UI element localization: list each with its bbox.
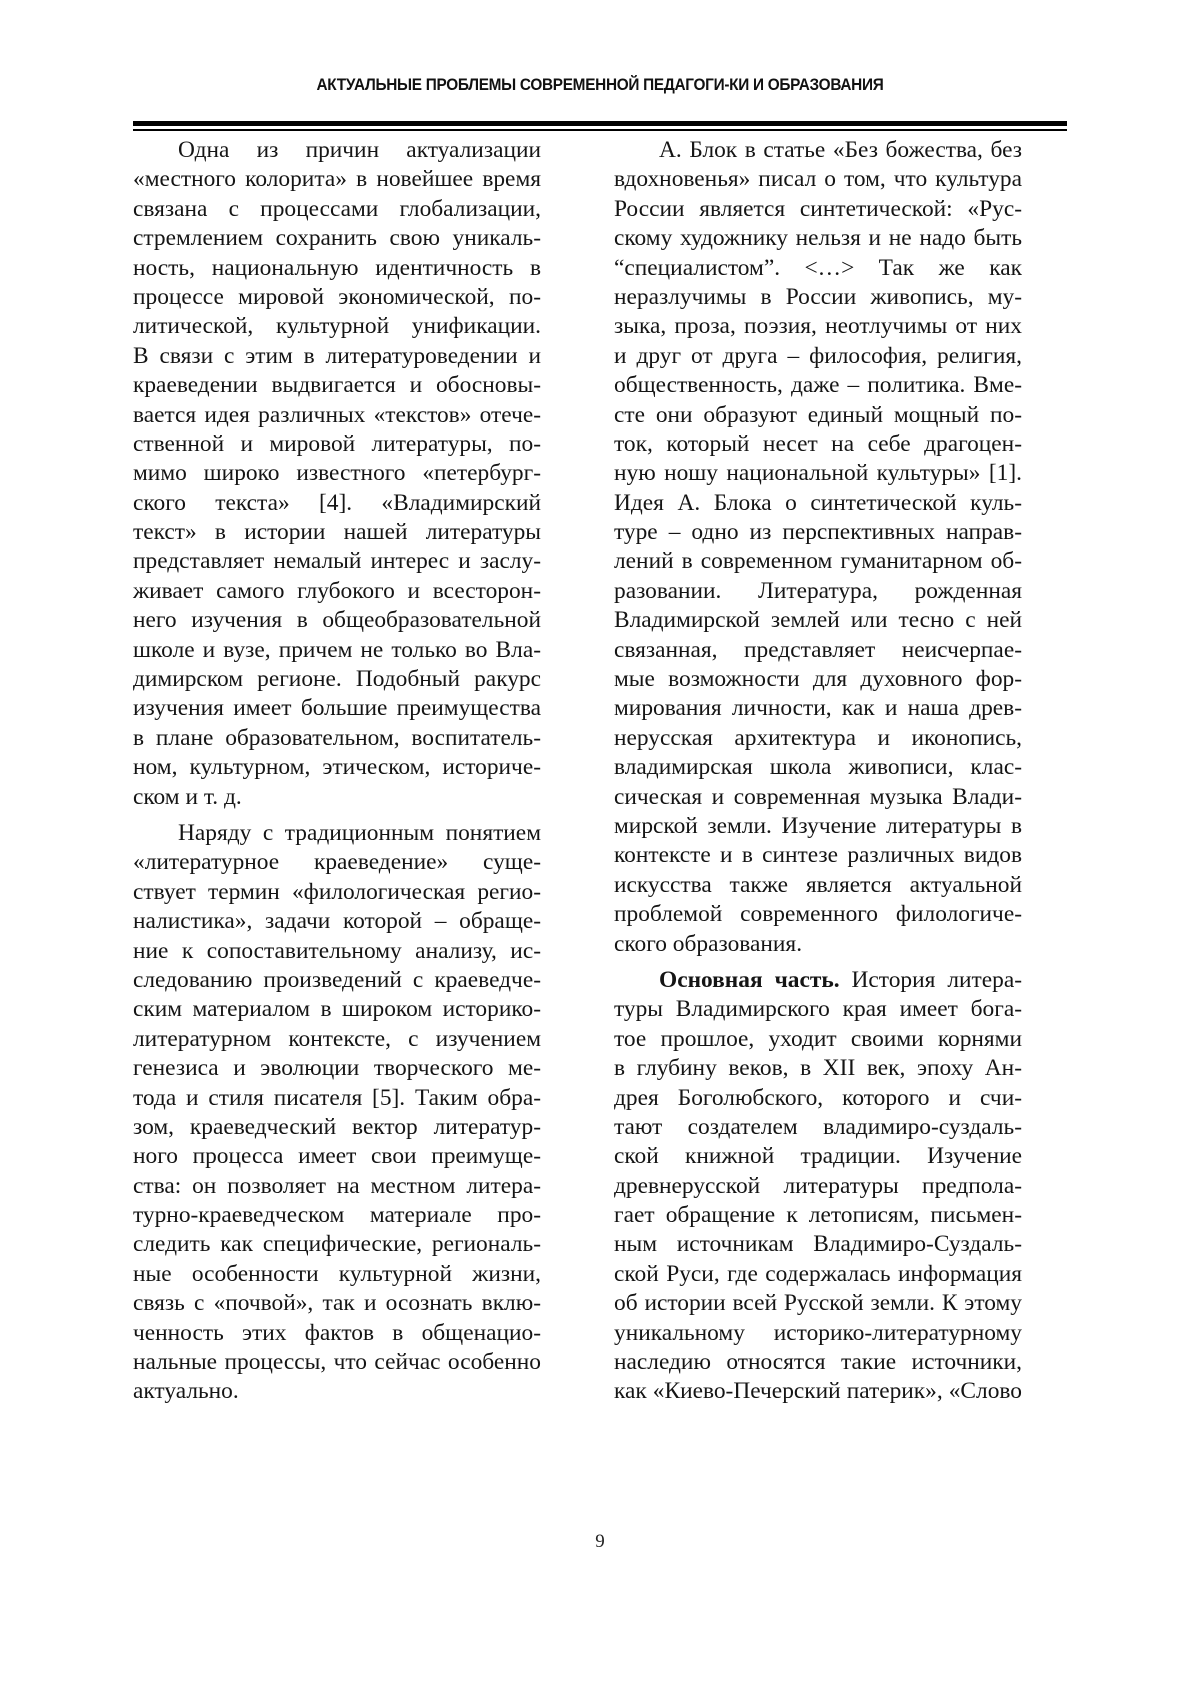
text-line: стремлением сохранить свою уникаль- <box>133 225 541 252</box>
paragraph-right-2 <box>614 966 1022 1407</box>
text-line: как «Киево-Печерский патерик», «Слово <box>614 1378 1022 1405</box>
text-line: ского текста» [4]. «Владимирский <box>133 489 541 516</box>
text-line: следить как специфические, региональ- <box>133 1231 541 1258</box>
text-line: Наряду с традиционным понятием <box>178 819 541 846</box>
text-line: сте они образуют единый мощный по- <box>614 401 1022 428</box>
text-line: мые возможности для духовного фор- <box>614 666 1022 693</box>
paragraph-right-1 <box>614 136 1022 959</box>
text-line: Идея А. Блока о синтетической куль- <box>614 489 1022 516</box>
text-line: неразлучимы в России живопись, му- <box>614 283 1022 310</box>
text-line: Одна из причин актуализации <box>178 137 541 163</box>
text-line: мимо широко известного «петербург- <box>133 460 541 487</box>
text-line: ном, культурном, этическом, историче- <box>133 754 541 781</box>
text-line: сическая и современная музыка Влади- <box>614 783 1022 810</box>
text-line: ским материалом в широком историко- <box>133 996 541 1023</box>
text-line: связана с процессами глобализации, <box>133 195 541 222</box>
text-line: литературном контексте, с изучением <box>133 1025 541 1052</box>
text-line: контексте и в синтезе различных видов <box>614 842 1022 869</box>
text-line: ского образования. <box>614 930 803 957</box>
text-line: в глубину веков, в XII век, эпоху Ан- <box>614 1055 1022 1082</box>
page-number: 9 <box>595 1531 605 1552</box>
text-line: димирском регионе. Подобный ракурс <box>133 666 541 693</box>
text-line: А. Блок в статье «Без божества, без <box>659 137 1022 163</box>
text-line: Владимирской землей или тесно с ней <box>614 607 1022 634</box>
right-column <box>614 136 1022 1407</box>
text-line: ском и т. д. <box>133 783 242 810</box>
text-line: ток, который несет на себе драгоцен- <box>614 430 1022 457</box>
text-line: «местного колорита» в новейшее время <box>133 166 541 193</box>
text-line: туры Владимирского края имеет бога- <box>614 996 1022 1023</box>
text-line: «литературное краеведение» суще- <box>133 849 541 876</box>
text-line: связанная, представляет неисчерпае- <box>614 636 1022 663</box>
text-line: тое прошлое, уходит своими корнями <box>614 1025 1022 1052</box>
text-line: зыка, проза, поэзия, неотлучимы от них <box>614 313 1022 340</box>
text-line: ченность этих фактов в общенацио- <box>133 1319 541 1346</box>
header-rule-thick <box>133 121 1067 126</box>
text-line: зом, краеведческий вектор литератур- <box>133 1113 541 1140</box>
text-line: мирской земли. Изучение литературы в <box>614 812 1022 839</box>
text-line: представляет немалый интерес и заслу- <box>133 548 541 575</box>
text-line: гает обращение к летописям, письмен- <box>614 1202 1022 1229</box>
text-line <box>614 966 1022 995</box>
text-line: налистика», задачи которой – обраще- <box>133 908 541 935</box>
text-line: уникальному историко-литературному <box>614 1319 1022 1346</box>
text-line: него изучения в общеобразовательной <box>133 607 541 634</box>
text-line: связь с «почвой», так и осознать вклю- <box>133 1290 541 1317</box>
paragraph-gap <box>133 812 541 819</box>
text-line: ства: он позволяет на местном литера- <box>133 1172 541 1199</box>
text-line: разовании. Литература, рожденная <box>614 577 1022 604</box>
text-line: следованию произведений с краеведче- <box>133 966 541 993</box>
text-line: ные особенности культурной жизни, <box>133 1260 541 1287</box>
text-line: турно-краеведческом материале про- <box>133 1202 541 1229</box>
section-heading-main-part: Основная часть. <box>659 966 840 993</box>
text-line: ской Руси, где содержалась информация <box>614 1260 1022 1287</box>
text-line: ным источникам Владимиро-Суздаль- <box>614 1231 1022 1258</box>
header-rule-thin <box>133 129 1067 131</box>
text-line: нерусская архитектура и иконопись, <box>614 724 1022 751</box>
text-line: России является синтетической: «Рус- <box>614 195 1022 222</box>
text-line: ность, национальную идентичность в <box>133 254 541 281</box>
text-line: вдохновенья» писал о том, что культура <box>614 166 1022 193</box>
text-line: ственной и мировой литературы, по- <box>133 430 541 457</box>
text-line: школе и вузе, причем не только во Вла- <box>133 636 541 663</box>
text-line: общественность, даже – политика. Вме- <box>614 372 1022 399</box>
text-line: ской книжной традиции. Изучение <box>614 1143 1022 1170</box>
text-line: скому художнику нельзя и не надо быть <box>614 225 1022 252</box>
text-line: ствует термин «филологическая регио- <box>133 878 541 905</box>
text-line: в плане образовательном, воспитатель- <box>133 724 541 751</box>
text-line: краеведении выдвигается и обосновы- <box>133 372 541 399</box>
text-line: процессе мировой экономической, по- <box>133 283 541 310</box>
text-line: вается идея различных «текстов» отече- <box>133 401 541 428</box>
text-line: тают создателем владимиро-суздаль- <box>614 1113 1022 1140</box>
text-line: текст» в истории нашей литературы <box>133 519 541 546</box>
text-fragment: История литера- <box>839 966 1022 993</box>
text-line: ние к сопоставительному анализу, ис- <box>133 937 541 964</box>
text-line: В связи с этим в литературоведении и <box>133 342 541 369</box>
text-line: наследию относятся такие источники, <box>614 1349 1022 1376</box>
text-line: владимирская школа живописи, клас- <box>614 754 1022 781</box>
text-line: древнерусской литературы предпола- <box>614 1172 1022 1199</box>
text-line: актуально. <box>133 1378 239 1405</box>
text-line: литической, культурной унификации. <box>133 313 541 340</box>
text-line: об истории всей Русской земли. К этому <box>614 1290 1022 1317</box>
text-line: живает самого глубокого и всесторон- <box>133 577 541 604</box>
paragraph-gap <box>614 959 1022 966</box>
left-column <box>133 136 541 1407</box>
text-line: туре – одно из перспективных направ- <box>614 519 1022 546</box>
text-line: лений в современном гуманитарном об- <box>614 548 1022 575</box>
text-line: “специалистом”. <…> Так же как <box>614 254 1022 281</box>
text-line: ного процесса имеет свои преимуще- <box>133 1143 541 1170</box>
paragraph-left-2 <box>133 819 541 1407</box>
text-line: и друг от друга – философия, религия, <box>614 342 1022 369</box>
text-line: проблемой современного филологиче- <box>614 901 1022 928</box>
paragraph-left-1 <box>133 136 541 812</box>
text-line: искусства также является актуальной <box>614 871 1022 898</box>
text-line: тода и стиля писателя [5]. Таким обра- <box>133 1084 541 1111</box>
text-line: изучения имеет большие преимущества <box>133 695 541 722</box>
running-header-title: АКТУАЛЬНЫЕ ПРОБЛЕМЫ СОВРЕМЕННОЙ ПЕДАГОГИ-КИ И ОБРАЗОВАНИЯ <box>316 76 884 94</box>
text-line: нальные процессы, что сейчас особенно <box>133 1349 541 1376</box>
text-line: дрея Боголюбского, которого и счи- <box>614 1084 1022 1111</box>
text-line: генезиса и эволюции творческого ме- <box>133 1055 541 1082</box>
text-line: ную ношу национальной культуры» [1]. <box>614 460 1022 487</box>
text-line: мирования личности, как и наша древ- <box>614 695 1022 722</box>
